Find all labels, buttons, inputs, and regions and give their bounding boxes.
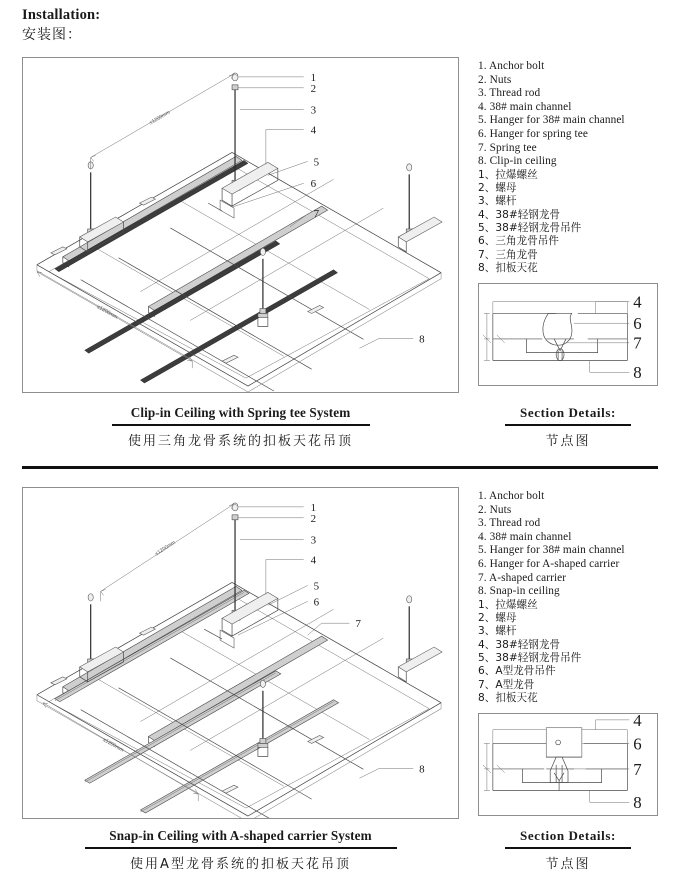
caption-en: Snap-in Ceiling with A-shaped carrier System — [109, 828, 372, 843]
section-detail-snap-in — [478, 713, 658, 816]
section-dimensions — [483, 743, 505, 790]
legend-list-cn — [478, 599, 678, 705]
section-callout-4: 4 — [633, 292, 642, 312]
dimension-upper — [101, 504, 238, 601]
callout-7: 7 — [355, 618, 361, 631]
legend-item: 5. Hanger for 38# main channel — [478, 544, 625, 557]
section-callout-7: 7 — [633, 333, 642, 353]
a-shaped-carrier-section — [546, 757, 574, 790]
legend-item: 4、38#轻钢龙骨 — [478, 208, 561, 221]
legend-item: 3、螺杆 — [478, 625, 517, 638]
legend-item: 5、38#轻钢龙骨吊件 — [478, 221, 582, 234]
caption-cn: 使用A型龙骨系统的扣板天花吊顶 — [130, 857, 351, 872]
legend-list-cn — [478, 169, 678, 275]
legend-item: 1、拉爆螺丝 — [478, 598, 538, 611]
section-callout-numbers — [633, 293, 642, 383]
isometric-drawing-snap-in — [22, 487, 459, 819]
caption-section-detail-2 — [478, 828, 658, 872]
perimeter-clips — [51, 197, 324, 363]
legend-list-en — [478, 60, 678, 169]
dimension-upper — [91, 74, 238, 169]
legend-item: 8. Snap-in ceiling — [478, 585, 560, 598]
legend-item: 1. Anchor bolt — [478, 60, 545, 72]
legend-item: 5、38#轻钢龙骨吊件 — [478, 651, 582, 664]
dimension-label-upper: ≤1200mm — [148, 109, 172, 127]
isometric-svg-1 — [23, 58, 458, 392]
legend-item: 4. 38# main channel — [478, 100, 572, 113]
callout-8: 8 — [419, 333, 425, 346]
callout-3: 3 — [310, 534, 317, 547]
callout-4: 4 — [310, 124, 317, 137]
caption-rule — [112, 424, 370, 426]
caption-snap-in — [22, 828, 459, 872]
section-caption-cn: 节点图 — [545, 857, 591, 872]
spring-tee-runs — [55, 160, 338, 383]
callout-5: 5 — [313, 156, 320, 169]
section-detail-clip-in — [478, 283, 658, 386]
dimension-lower — [37, 272, 192, 368]
caption-section-detail-1 — [478, 405, 658, 449]
hanger-assembly-centre — [258, 248, 268, 326]
cross-tee-runs — [81, 228, 364, 391]
section-callout-6: 6 — [633, 314, 642, 334]
page-title-cn: 安装图： — [22, 27, 82, 43]
section-caption-en: Section Details: — [520, 828, 616, 843]
legend-item: 4、38#轻钢龙骨 — [478, 638, 561, 651]
section-callout-8: 8 — [633, 363, 642, 383]
callout-7: 7 — [313, 208, 320, 221]
callout-2: 2 — [310, 82, 317, 95]
callout-8: 8 — [419, 763, 425, 776]
callout-leaders — [238, 507, 413, 778]
caption-rule — [505, 847, 631, 849]
section-detail-svg-2 — [479, 714, 657, 815]
legend-snap-in — [478, 490, 678, 705]
legend-item: 8、扣板天花 — [478, 261, 538, 274]
legend-item: 3、螺杆 — [478, 195, 517, 208]
callout-1: 1 — [310, 71, 317, 84]
section-dimensions — [483, 313, 505, 360]
section-callout-numbers — [633, 714, 642, 812]
callout-6: 6 — [313, 596, 320, 609]
legend-item: 7. A-shaped carrier — [478, 571, 567, 584]
dimension-label-upper: ≤1200mm — [154, 539, 177, 558]
callout-1: 1 — [310, 501, 317, 514]
caption-cn: 使用三角龙骨系统的扣板天花吊顶 — [127, 434, 353, 449]
dimension-label-lower: ≤1200mm — [95, 304, 119, 321]
a-shaped-carrier-runs — [55, 590, 339, 813]
legend-item: 3. Thread rod — [478, 517, 541, 530]
section-callout-4: 4 — [633, 714, 642, 730]
callout-4: 4 — [310, 554, 317, 567]
legend-item: 7. Spring tee — [478, 141, 537, 154]
legend-clip-in — [478, 60, 678, 275]
section-detail-svg-1 — [479, 284, 657, 385]
legend-item: 7、A型龙骨 — [478, 678, 535, 691]
section-callout-8: 8 — [633, 793, 642, 813]
hanger-bracket-section — [546, 728, 582, 757]
hanger-assembly-main — [204, 503, 278, 648]
legend-item: 5. Hanger for 38# main channel — [478, 114, 625, 127]
legend-item: 7、三角龙骨 — [478, 248, 538, 261]
caption-rule — [505, 424, 631, 426]
section-caption-en: Section Details: — [520, 405, 616, 420]
ceiling-panel-section — [493, 313, 627, 360]
isometric-drawing-clip-in — [22, 57, 459, 393]
hanger-assembly-main — [208, 73, 278, 218]
page-title — [22, 6, 422, 45]
legend-item: 3. Thread rod — [478, 87, 541, 100]
section-divider — [22, 466, 658, 469]
legend-item: 8. Clip-in ceiling — [478, 155, 557, 168]
section-callout-7: 7 — [633, 759, 642, 779]
perimeter-clips — [51, 627, 324, 793]
callout-6: 6 — [310, 178, 317, 191]
legend-item: 1、拉爆螺丝 — [478, 168, 538, 181]
caption-rule — [85, 847, 397, 849]
legend-item: 2. Nuts — [478, 73, 512, 86]
hanger-assembly-centre — [258, 680, 268, 756]
legend-item: 8、扣板天花 — [478, 691, 538, 704]
section-caption-cn: 节点图 — [545, 434, 591, 449]
page-title-en: Installation: — [22, 7, 101, 23]
isometric-svg-2 — [23, 488, 458, 818]
legend-item: 6、三角龙骨吊件 — [478, 235, 559, 248]
section-callout-6: 6 — [633, 734, 642, 754]
caption-en: Clip-in Ceiling with Spring tee System — [130, 405, 351, 420]
legend-item: 1. Anchor bolt — [478, 490, 545, 502]
callout-2: 2 — [310, 512, 317, 525]
spring-tee-section — [543, 313, 574, 360]
legend-item: 6. Hanger for A-shaped carrier — [478, 557, 620, 570]
section-callout-leaders — [566, 302, 629, 373]
dimension-label-lower: ≤1200mm — [101, 737, 125, 754]
callout-3: 3 — [310, 104, 317, 117]
callout-5: 5 — [313, 580, 320, 593]
callout-numbers — [311, 72, 426, 345]
legend-item: 2、螺母 — [478, 612, 517, 625]
callout-numbers — [311, 502, 426, 775]
legend-item: 6、A型龙骨吊件 — [478, 665, 556, 678]
hanger-assembly-right — [398, 596, 442, 682]
legend-item: 4. 38# main channel — [478, 530, 572, 543]
caption-clip-in — [22, 405, 459, 449]
main-channel-section — [493, 302, 627, 314]
legend-item: 2. Nuts — [478, 503, 512, 516]
legend-item: 6. Hanger for spring tee — [478, 127, 588, 140]
legend-list-en — [478, 490, 678, 599]
legend-item: 2、螺母 — [478, 182, 517, 195]
hanger-assembly-right — [398, 164, 442, 252]
